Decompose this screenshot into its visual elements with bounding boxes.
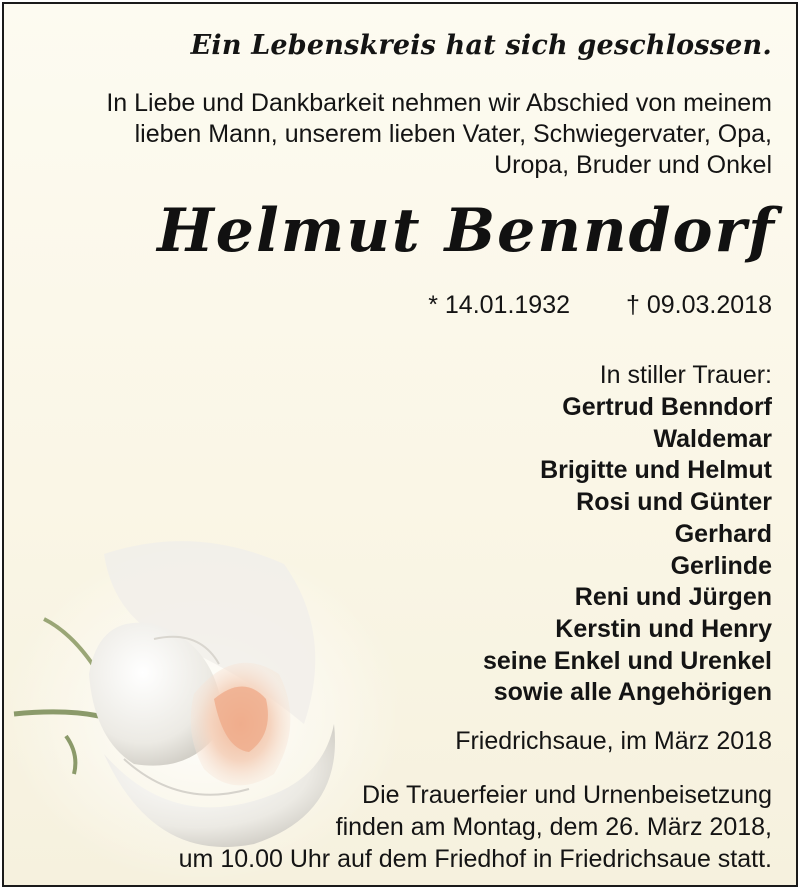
place-and-date: Friedrichsaue, im März 2018 xyxy=(455,727,772,755)
obituary-notice xyxy=(2,2,798,887)
mourner: Waldemar xyxy=(653,424,772,453)
mourner: Reni und Jürgen xyxy=(574,583,772,612)
mourner: Kerstin und Henry xyxy=(555,614,772,643)
mourner: Brigitte und Helmut xyxy=(540,456,772,485)
mourner: Rosi und Günter xyxy=(576,488,772,517)
mourner: sowie alle Angehörigen xyxy=(493,678,772,707)
service-line: um 10.00 Uhr auf dem Friedhof in Friedrichsaue statt. xyxy=(178,845,772,873)
headline: Ein Lebenskreis hat sich geschlossen. xyxy=(190,30,772,61)
service-details xyxy=(179,779,772,875)
intro-line: In Liebe und Dankbarkeit nehmen wir Abschied von meinem xyxy=(106,89,772,117)
service-line: finden am Montag, dem 26. März 2018, xyxy=(335,813,772,841)
service-line: Die Trauerfeier und Urnenbeisetzung xyxy=(362,781,772,809)
mourner: Gerlinde xyxy=(670,551,772,580)
intro-paragraph xyxy=(32,88,772,181)
mourner: Gertrud Benndorf xyxy=(562,393,772,421)
birth-date: * 14.01.1932 xyxy=(428,291,571,319)
intro-line: lieben Mann, unserem lieben Vater, Schwiegervater, Opa, xyxy=(134,120,772,148)
mourners-list xyxy=(483,392,772,709)
mourner: Gerhard xyxy=(674,519,772,548)
intro-line: Uropa, Bruder und Onkel xyxy=(494,151,772,179)
death-date: † 09.03.2018 xyxy=(626,291,772,319)
mourner: seine Enkel und Urenkel xyxy=(483,646,772,675)
life-dates xyxy=(428,291,772,320)
mourning-label: In stiller Trauer: xyxy=(599,361,772,389)
deceased-name: Helmut Benndorf xyxy=(157,196,776,266)
